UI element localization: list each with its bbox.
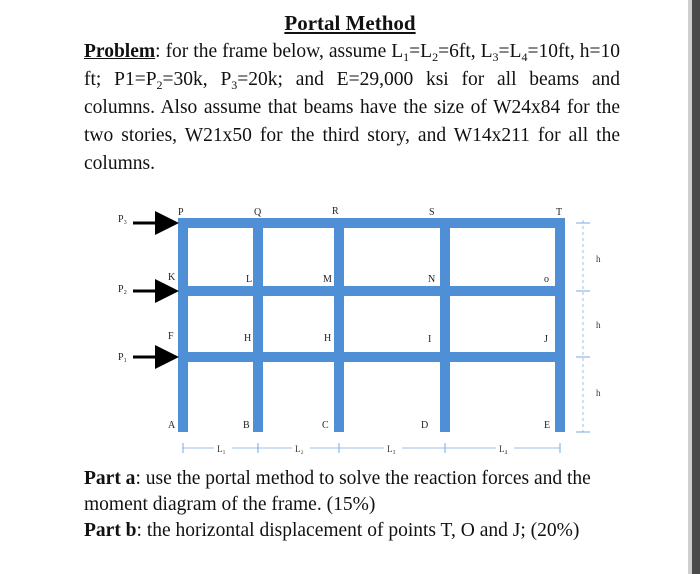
problem-text: =6ft, L	[438, 41, 493, 62]
part-b-text: : the horizontal displacement of points T, O and J; (20%)	[136, 520, 580, 541]
height-label-2: h	[596, 320, 601, 330]
beam-level-3	[178, 218, 565, 228]
problem-label: Problem	[84, 41, 156, 62]
problem-text: =30k, P	[162, 69, 232, 90]
problem-text: =10ft, h=10 ft; P1=P	[84, 41, 620, 90]
span-label-L4: L₄	[499, 444, 508, 454]
joint-label-J: J	[544, 334, 548, 345]
column-C	[334, 218, 344, 432]
column-E	[555, 218, 565, 432]
beam-level-2	[178, 286, 565, 296]
joint-label-H: H	[244, 333, 252, 344]
subscript: 2	[156, 78, 163, 92]
beam-level-1	[178, 352, 565, 362]
subscript: 2	[432, 50, 439, 64]
joint-label-C: C	[322, 420, 329, 431]
part-a-label: Part a	[84, 468, 136, 489]
part-b	[84, 518, 620, 544]
height-label-1: h	[596, 388, 601, 398]
joint-label-Q: Q	[254, 207, 262, 218]
joint-label-P: P	[178, 207, 184, 218]
problem-text: =L	[409, 41, 433, 62]
load-label-p1: P₁	[118, 352, 128, 363]
subscript: 4	[521, 50, 528, 64]
parts-section	[84, 466, 620, 544]
span-label-L1: L₁	[217, 444, 226, 454]
load-label-p3: P₃	[118, 214, 128, 225]
problem-colon: :	[155, 41, 161, 62]
joint-label-T: T	[556, 207, 563, 218]
joint-label-K: K	[168, 272, 176, 283]
column-B	[253, 218, 263, 432]
joint-label-F: F	[168, 331, 174, 342]
column-A	[178, 218, 188, 432]
part-a-text: : use the portal method to solve the reaction forces and the moment diagram of the frame. (15%)	[84, 468, 591, 515]
joint-label-B: B	[243, 420, 250, 431]
subscript: 3	[492, 50, 499, 64]
subscript: 3	[231, 78, 238, 92]
problem-text: =L	[498, 41, 522, 62]
joint-label-o: o	[544, 274, 549, 285]
subscript: 1	[403, 50, 410, 64]
part-b-label: Part b	[84, 520, 137, 541]
joint-label-D: D	[421, 420, 429, 431]
joint-label-E: E	[544, 420, 551, 431]
joint-label-S: S	[429, 207, 435, 218]
page-title: Portal Method	[284, 11, 416, 35]
span-label-L3: L₃	[387, 444, 396, 454]
part-a	[84, 466, 620, 518]
joint-label-H2: H	[324, 333, 332, 344]
joint-label-A: A	[168, 420, 176, 431]
height-label-3: h	[596, 254, 601, 264]
problem-text: for the frame below, assume L	[160, 41, 404, 62]
joint-label-R: R	[332, 206, 339, 217]
joint-label-N: N	[428, 274, 436, 285]
load-label-p2: P₂	[118, 284, 128, 295]
column-D	[440, 218, 450, 432]
span-label-L2: L₂	[295, 444, 304, 454]
joint-label-L: L	[246, 274, 253, 285]
joint-label-I: I	[428, 334, 432, 345]
problem-text: =20k; and E=29,000 ksi for all beams and columns. Also assume that beams have the size of W24x84 for the two stories, W21x50 for the third story, and W14x211 for all the columns.	[84, 69, 621, 174]
joint-label-M: M	[323, 274, 332, 285]
